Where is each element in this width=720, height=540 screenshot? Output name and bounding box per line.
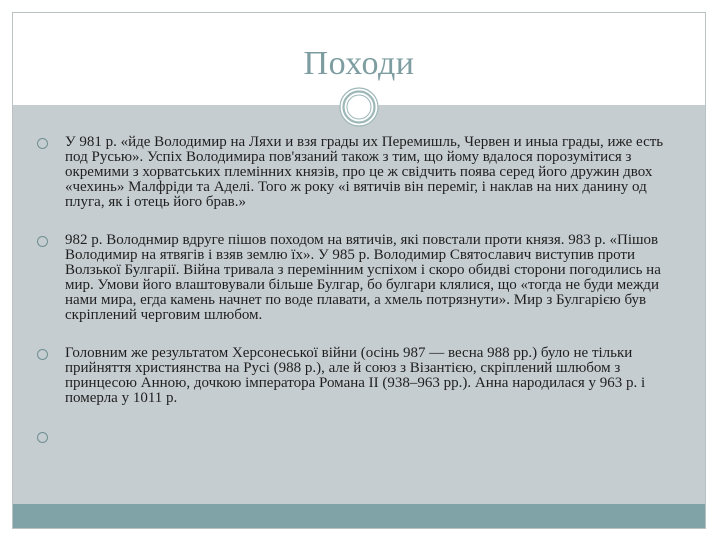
circle-ornament-icon xyxy=(339,87,379,127)
slide-title: Походи xyxy=(303,45,415,82)
content-area xyxy=(13,105,705,505)
slide xyxy=(12,12,706,529)
bullet-item-1: У 981 р. «йде Володимир на Ляхи и взя грады их Перемишль, Червен и иныа грады, иже есть под Русью». Успіх Володимира пов'язаний також з тим, що йому вдалося порозумітися з окремими з хорватських племінних князів, про це ж свідчить поява серед його дружин двох «чехинь» Малфріди та Аделі. Того ж року «і вятичів він переміг, і наклав на них данину од плуга, як і отець його брав.» xyxy=(31,135,681,210)
bullet-item-4 xyxy=(31,429,681,444)
bullet-item-2: 982 р. Володнмир вдруге пішов походом на вятичів, які повстали проти князя. 983 р. «Пішов Володимир на ятвягів і взяв землю їх». У 985 р. Володимир Святославич виступив проти Волзької Булгарії. Війна тривала з перемінним успіхом і скоро обидві сторони погодились на мир. Умови його влаштовували більше Булгар, бо булгари клялися, що «тогда не буди межди нами мира, егда камень начнет по воде плавати, а хмель потрязнути». Мир з Булгарією був скріплений черговим шлюбом. xyxy=(31,233,681,323)
bottom-band xyxy=(13,504,705,528)
bullet-item-3: Головним же результатом Херсонеської війни (осінь 987 — весна 988 рр.) було не тільки прийняття християнства на Русі (988 р.), але й союз з Візантією, скріплений шлюбом з принцесою Анною, дочкою імператора Романа II (938–963 рр.). Анна народилася у 963 р. і померла у 1011 р. xyxy=(31,346,681,406)
bullet-list xyxy=(31,135,681,467)
